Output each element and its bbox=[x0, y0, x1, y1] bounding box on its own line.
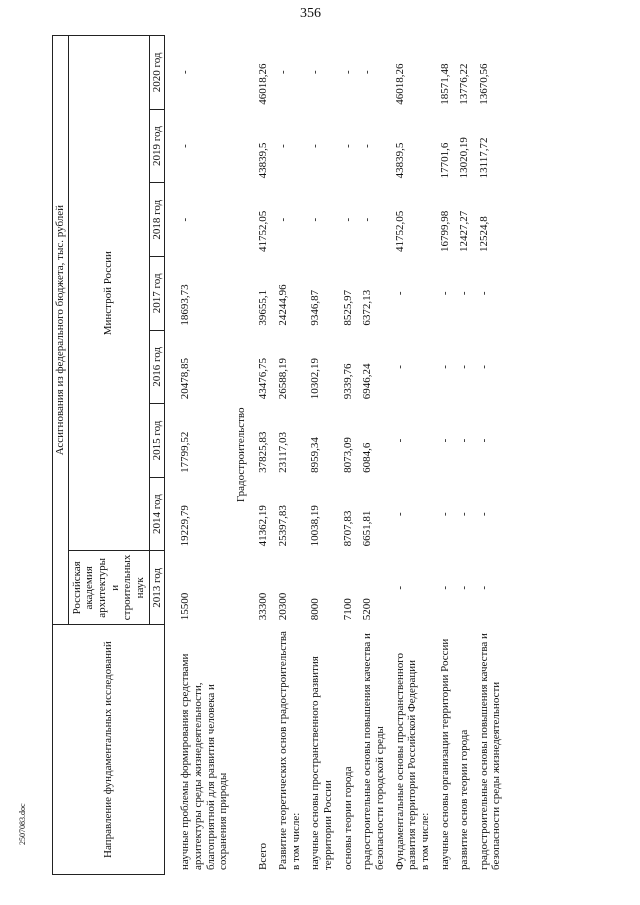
cell: - bbox=[277, 144, 290, 148]
cell: - bbox=[309, 144, 322, 148]
cell: - bbox=[309, 217, 322, 222]
group-header: Ассигнования из федерального бюджета, тыс. рублей bbox=[53, 36, 69, 625]
cell: - bbox=[277, 217, 290, 222]
cell: 23117,03 bbox=[277, 431, 290, 473]
cell: 19229,79 bbox=[179, 505, 192, 547]
year-header: 2016 год bbox=[149, 330, 165, 404]
rotated-table-container bbox=[52, 35, 600, 875]
footer-code: 2507083.doc bbox=[18, 803, 27, 845]
rows-body bbox=[251, 36, 504, 875]
row-label: научные проблемы формирования средствами архитектуры среды жизнедеятельности, благоприятной для развития человека и сохранения природы bbox=[179, 653, 230, 870]
cell: - bbox=[438, 365, 451, 369]
cell: 33300 bbox=[257, 592, 270, 621]
cell: 8073,09 bbox=[341, 437, 354, 473]
cell: 39655,1 bbox=[257, 289, 270, 326]
table-row bbox=[336, 36, 356, 875]
cell: 6651,81 bbox=[361, 510, 374, 547]
year-header: 2014 год bbox=[149, 477, 165, 551]
cell: 9339,76 bbox=[341, 363, 354, 400]
cell: - bbox=[477, 438, 490, 443]
page-number: 356 bbox=[300, 6, 321, 21]
cell: 41362,19 bbox=[257, 505, 270, 547]
cell: 7100 bbox=[341, 598, 354, 621]
cell: 5200 bbox=[361, 598, 374, 621]
cell: - bbox=[393, 512, 406, 516]
cell: - bbox=[341, 70, 354, 74]
row-label: градостроительные основы повышения качества и безопасности городской среды bbox=[361, 633, 386, 870]
cell: 46018,26 bbox=[257, 63, 270, 105]
table-row bbox=[388, 36, 433, 875]
cell: 26588,19 bbox=[277, 357, 290, 400]
cell: 8707,83 bbox=[341, 510, 354, 547]
cell: - bbox=[361, 70, 374, 74]
cell: 8959,34 bbox=[309, 437, 322, 473]
cell: 13776,22 bbox=[458, 63, 471, 105]
cell: 13117,72 bbox=[477, 137, 490, 179]
cell: - bbox=[458, 438, 471, 443]
cell: - bbox=[309, 70, 322, 74]
table-row bbox=[303, 36, 335, 875]
cell: 25397,83 bbox=[277, 505, 290, 547]
row-label: научные основы организации территории России bbox=[438, 638, 451, 870]
row-label: основы теории города bbox=[341, 766, 354, 870]
cell: - bbox=[341, 144, 354, 148]
cell: - bbox=[458, 291, 471, 296]
cell: - bbox=[458, 512, 471, 516]
year-header: 2013 год bbox=[149, 551, 165, 625]
cell: 6084,6 bbox=[361, 442, 374, 473]
cell: 43839,5 bbox=[257, 142, 270, 179]
table-row bbox=[452, 36, 472, 875]
cell: - bbox=[393, 438, 406, 443]
cell: 12524,8 bbox=[477, 216, 490, 252]
cell: 10038,19 bbox=[309, 505, 322, 547]
cell: 41752,05 bbox=[257, 210, 270, 252]
cell: 8525,97 bbox=[341, 289, 354, 326]
cell: 43476,75 bbox=[257, 357, 270, 400]
row-label: научные основы пространственного развития территории России bbox=[309, 656, 335, 870]
cell: - bbox=[341, 217, 354, 222]
cell: - bbox=[438, 586, 451, 590]
cell: - bbox=[179, 217, 192, 222]
table-row bbox=[472, 36, 504, 875]
cell: - bbox=[393, 365, 406, 369]
cell: - bbox=[477, 586, 490, 590]
row-label: Фундаментальные основы пространственного развития территории Российской Федерации в том числе: bbox=[393, 653, 431, 870]
cell: - bbox=[477, 291, 490, 296]
row-label: Всего bbox=[257, 843, 270, 870]
org-minstroy-header: Минстрой России bbox=[68, 36, 149, 551]
cell: 20478,85 bbox=[179, 357, 192, 400]
section-title: Градостроительство bbox=[234, 407, 247, 503]
table-row bbox=[355, 36, 387, 875]
cell: 12427,27 bbox=[458, 210, 471, 252]
row-header: Направление фундаментальных исследований bbox=[53, 625, 165, 875]
cell: - bbox=[277, 70, 290, 74]
year-header: 2015 год bbox=[149, 404, 165, 478]
cell: 43839,5 bbox=[393, 142, 406, 179]
year-header: 2017 год bbox=[149, 256, 165, 330]
cell: 13020,19 bbox=[458, 137, 471, 179]
cell: 20300 bbox=[277, 592, 290, 621]
year-header: 2020 год bbox=[149, 36, 165, 110]
row-label: градостроительные основы повышения качества и безопасности среды жизнедеятельности bbox=[477, 633, 503, 870]
cell: 15500 bbox=[179, 592, 192, 621]
cell: 9346,87 bbox=[309, 289, 322, 326]
table-row bbox=[271, 36, 303, 875]
cell: - bbox=[393, 586, 406, 590]
year-header: 2019 год bbox=[149, 109, 165, 183]
cell: 37825,83 bbox=[257, 431, 270, 473]
cell: 41752,05 bbox=[393, 210, 406, 252]
cell: 6946,24 bbox=[361, 363, 374, 400]
cell: 17799,52 bbox=[179, 431, 192, 473]
cell: 10302,19 bbox=[309, 357, 322, 400]
cell: 18571,48 bbox=[438, 63, 451, 105]
cell: - bbox=[179, 70, 192, 74]
cell: 18693,73 bbox=[179, 284, 192, 326]
cell: 6372,13 bbox=[361, 289, 374, 326]
funding-table bbox=[52, 35, 504, 875]
section-row bbox=[231, 36, 252, 875]
cell: - bbox=[458, 365, 471, 369]
cell: - bbox=[179, 144, 192, 148]
cell: 46018,26 bbox=[393, 63, 406, 105]
cell: - bbox=[438, 291, 451, 296]
table-row bbox=[251, 36, 271, 875]
cell: - bbox=[438, 438, 451, 443]
cell: - bbox=[361, 217, 374, 222]
cell: 17701,6 bbox=[438, 142, 451, 179]
cell: - bbox=[458, 586, 471, 590]
cell: 24244,96 bbox=[277, 284, 290, 326]
table-row bbox=[165, 36, 231, 875]
cell: - bbox=[438, 512, 451, 516]
org-raan-header: Российская академия архитектуры и строительных наук bbox=[68, 551, 149, 625]
year-header: 2018 год bbox=[149, 183, 165, 257]
cell: - bbox=[361, 144, 374, 148]
cell: 13670,56 bbox=[477, 63, 490, 105]
row-label: развитие основ теории города bbox=[458, 729, 471, 870]
cell: - bbox=[477, 512, 490, 516]
table-row bbox=[433, 36, 453, 875]
cell: - bbox=[393, 291, 406, 296]
cell: 16799,98 bbox=[438, 210, 451, 252]
cell: 8000 bbox=[309, 598, 322, 621]
row-label: Развитие теоретических основ градостроительства в том числе: bbox=[277, 631, 302, 870]
cell: - bbox=[477, 365, 490, 369]
